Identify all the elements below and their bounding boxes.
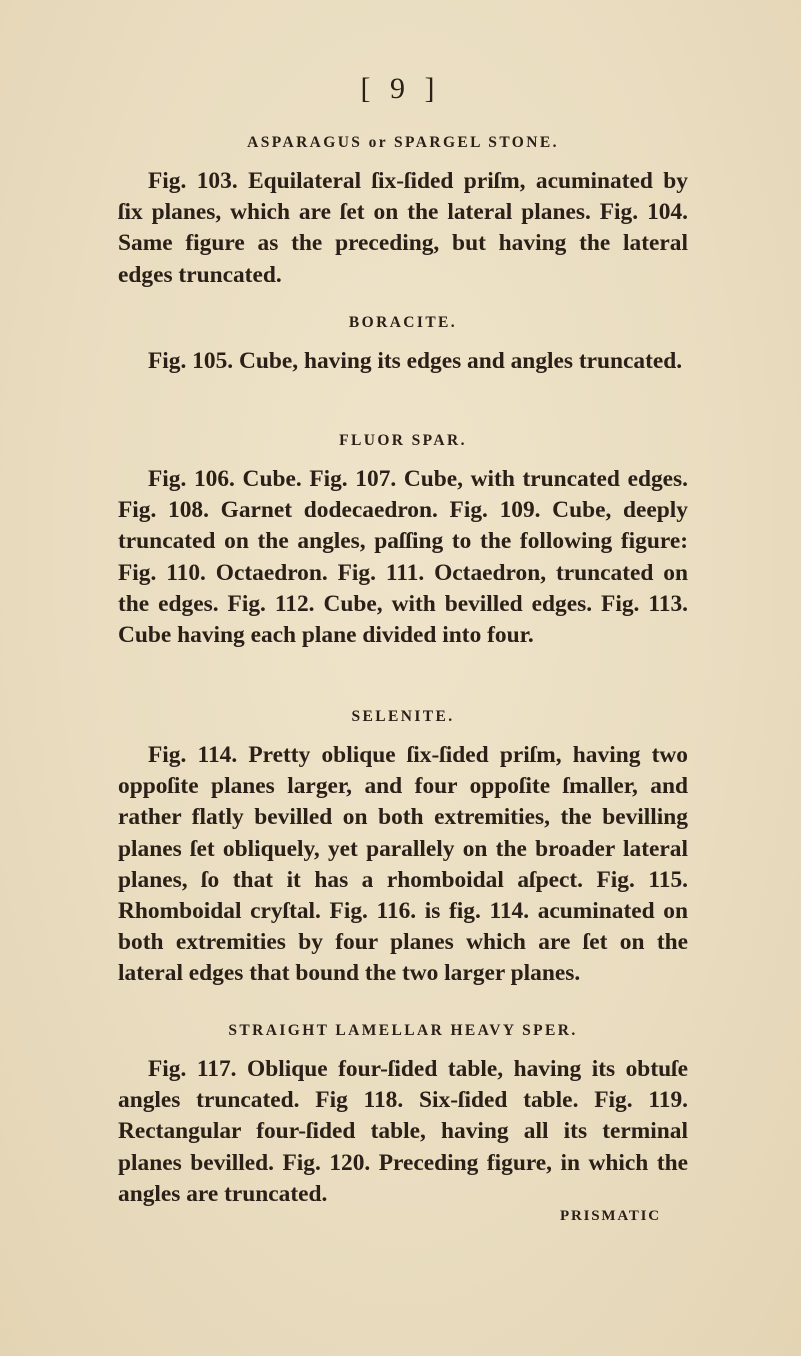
section-heavy-spar-body	[118, 1054, 688, 1210]
section-asparagus-body	[118, 166, 688, 291]
paragraph: Fig. 117. Oblique four-ſided table, having its obtuſe angles truncated. Fig 118. Six-ſided table. Fig. 119. Rectangular four-ſided table, having all its terminal planes bevilled. Fig. 120. Preceding figure, in which the angles are truncated.	[118, 1056, 688, 1207]
section-boracite	[118, 314, 688, 332]
section-selenite	[118, 708, 688, 726]
paragraph: Fig. 103. Equilateral ſix-ſided priſm, acuminated by ſix planes, which are ſet on the lateral planes. Fig. 104. Same figure as the preceding, but having the lateral edges truncated.	[118, 168, 688, 288]
paragraph: Fig. 105. Cube, having its edges and angles truncated.	[148, 348, 683, 374]
section-heading: STRAIGHT LAMELLAR HEAVY SPER.	[228, 1022, 578, 1039]
section-heading: BORACITE.	[348, 314, 458, 331]
section-asparagus	[118, 134, 688, 152]
paragraph: Fig. 106. Cube. Fig. 107. Cube, with truncated edges. Fig. 108. Garnet dodecaedron. Fig. 109. Cube, deeply truncated on the angles, paſſing to the following figure: Fig. 110. Octaedron. Fig. 111. Octaedron, truncated on the edges. Fig. 112. Cube, with bevilled edges. Fig. 113. Cube having each plane divided into four.	[118, 466, 688, 649]
section-selenite-body	[118, 740, 688, 990]
section-heavy-spar	[118, 1022, 688, 1040]
page-number: [ 9 ]	[360, 72, 441, 105]
catchword: PRISMATIC	[560, 1208, 661, 1224]
section-fluor-spar	[118, 432, 688, 450]
section-heading: ASPARAGUS or SPARGEL STONE.	[247, 134, 559, 151]
paragraph: Fig. 114. Pretty oblique ſix-ſided priſm, having two oppoſite planes larger, and four oppoſite ſmaller, and rather flatly bevilled on both extremities, the bevilling planes ſet obliquely, yet parallely on the broader lateral planes, ſo that it has a rhomboidal aſpect. Fig. 115. Rhomboidal cryſtal. Fig. 116. is fig. 114. acuminated on both extremities by four planes which are ſet on the lateral edges that bound the two larger planes.	[118, 742, 688, 987]
section-boracite-body	[118, 346, 688, 377]
section-fluor-spar-body	[118, 464, 688, 651]
section-heading: SELENITE.	[351, 708, 455, 725]
section-heading: FLUOR SPAR.	[339, 432, 467, 449]
